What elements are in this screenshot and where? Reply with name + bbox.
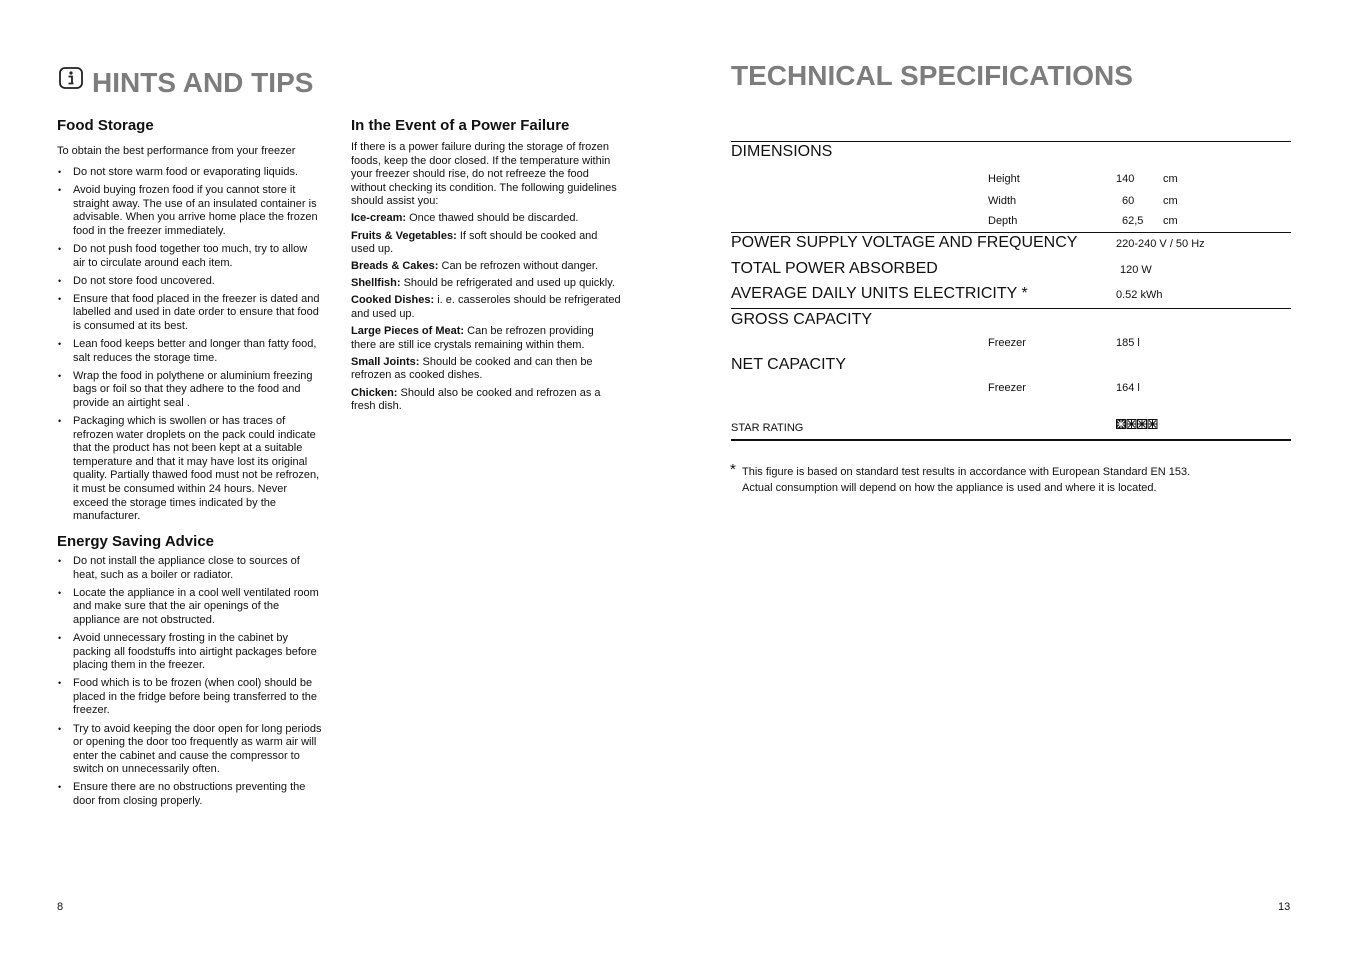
power-failure-entry xyxy=(351,387,621,414)
power-failure-entry xyxy=(351,212,621,226)
entry-label: Small Joints: xyxy=(351,355,420,368)
list-item: • Avoid buying frozen food if you cannot store it straight away. The use of an insulated container is advisable. When you arrive home place the frozen food in the freezer immediately. xyxy=(57,184,322,238)
list-item: • Wrap the food in polythene or aluminium freezing bags or foil so that they adhere to the food and provide an airtight seal . xyxy=(57,370,322,411)
entry-text: Can be refrozen providing there are still ice crystals remaining within them. xyxy=(351,325,594,351)
power-failure-intro: If there is a power failure during the storage of frozen foods, keep the door closed. If the temperature within your freezer should rise, do not refreeze the food without checking its condition. The following guidelines should assist you: xyxy=(351,141,617,208)
net-capacity-label: NET CAPACITY xyxy=(731,356,846,373)
gross-freezer-label: Freezer xyxy=(988,337,1026,349)
list-item: • Avoid unnecessary frosting in the cabinet by packing all foodstuffs into airtight packages before placing them in the freezer. xyxy=(57,632,322,673)
entry-label: Ice-cream: xyxy=(351,212,407,225)
height-label: Height xyxy=(988,173,1020,185)
entry-label: Cooked Dishes: xyxy=(351,294,435,307)
height-value: 140 xyxy=(1116,173,1135,185)
entry-text: Once thawed should be discarded. xyxy=(406,212,579,225)
depth-label: Depth xyxy=(988,215,1018,227)
power-label: TOTAL POWER ABSORBED xyxy=(731,260,938,277)
voltage-label: POWER SUPPLY VOLTAGE AND FREQUENCY xyxy=(731,234,1078,251)
power-failure-heading: In the Event of a Power Failure xyxy=(351,117,570,134)
depth-value: 62,5 xyxy=(1122,215,1144,227)
divider xyxy=(731,308,1291,309)
net-freezer-label: Freezer xyxy=(988,382,1026,394)
entry-label: Shellfish: xyxy=(351,277,401,290)
list-item: • Food which is to be frozen (when cool) should be placed in the fridge before being transferred to the freezer. xyxy=(57,677,322,718)
footnote-mark: * xyxy=(730,461,736,478)
star-mark xyxy=(1148,420,1157,429)
entry-text: Should be refrigerated and used up quickly. xyxy=(400,277,615,290)
entry-text: Can be refrozen without danger. xyxy=(438,260,599,273)
electricity-value: 0.52 kWh xyxy=(1116,289,1163,301)
list-item: • Lean food keeps better and longer than fatty food, salt reduces the storage time. xyxy=(57,338,322,365)
divider xyxy=(731,141,1291,142)
net-capacity-value: 164 l xyxy=(1116,382,1140,394)
power-value: 120 W xyxy=(1120,264,1152,276)
page-number-left: 8 xyxy=(57,901,64,913)
list-item: • Ensure that food placed in the freezer is dated and labelled and used in date order to ensure that food is consumed at its best. xyxy=(57,293,322,334)
power-failure-entry xyxy=(351,294,621,321)
list-item: • Do not store warm food or evaporating liquids. xyxy=(57,166,322,180)
star-mark xyxy=(1117,420,1126,429)
star-rating-icon xyxy=(1116,419,1160,430)
entry-label: Large Pieces of Meat: xyxy=(351,325,465,338)
power-failure-entry xyxy=(351,277,621,291)
width-label: Width xyxy=(988,195,1017,207)
star-mark xyxy=(1138,420,1147,429)
list-item: • Do not install the appliance close to sources of heat, such as a boiler or radiator. xyxy=(57,555,322,582)
height-unit: cm xyxy=(1163,173,1178,185)
list-item: • Do not store food uncovered. xyxy=(57,275,322,289)
energy-heading: Energy Saving Advice xyxy=(57,533,215,550)
info-icon xyxy=(59,67,83,89)
entry-label: Fruits & Vegetables: xyxy=(351,229,457,242)
food-storage-list xyxy=(57,166,322,528)
voltage-value: 220-240 V / 50 Hz xyxy=(1116,238,1205,250)
entry-label: Breads & Cakes: xyxy=(351,260,439,273)
footnote-line1: This figure is based on standard test results in accordance with European Standard EN 153. xyxy=(742,466,1191,478)
divider xyxy=(731,232,1291,233)
food-storage-heading: Food Storage xyxy=(57,117,154,134)
power-failure-entry xyxy=(351,230,621,257)
power-failure-block xyxy=(351,141,621,417)
list-item: • Ensure there are no obstructions preventing the door from closing properly. xyxy=(57,781,322,808)
entry-label: Chicken: xyxy=(351,386,398,399)
energy-list xyxy=(57,555,322,813)
star-mark xyxy=(1127,420,1136,429)
star-rating-label: STAR RATING xyxy=(731,422,804,434)
gross-capacity-value: 185 l xyxy=(1116,337,1140,349)
power-failure-entry xyxy=(351,325,621,352)
width-unit: cm xyxy=(1163,195,1178,207)
gross-capacity-label: GROSS CAPACITY xyxy=(731,311,873,328)
hints-title: HINTS AND TIPS xyxy=(92,67,314,98)
entry-text: i. e. casseroles should be refrigerated and used up. xyxy=(351,294,621,321)
footnote-line2: Actual consumption will depend on how the appliance is used and where it is located. xyxy=(742,482,1157,494)
power-failure-entry xyxy=(351,260,621,274)
electricity-label: AVERAGE DAILY UNITS ELECTRICITY * xyxy=(731,285,1028,302)
power-failure-entry xyxy=(351,356,621,383)
list-item: • Do not push food together too much, try to allow air to circulate around each item. xyxy=(57,243,322,270)
list-item: • Locate the appliance in a cool well ventilated room and make sure that the air openings of the appliance are not obstructed. xyxy=(57,587,322,628)
dimensions-label: DIMENSIONS xyxy=(731,143,833,160)
tech-specs-title: TECHNICAL SPECIFICATIONS xyxy=(731,60,1133,91)
entry-text: If soft should be cooked and used up. xyxy=(351,229,598,256)
food-storage-intro: To obtain the best performance from your freezer xyxy=(57,145,296,157)
list-item: • Try to avoid keeping the door open for long periods or opening the door too frequently as warm air will enter the cabinet and cause the compressor to switch on unnecessarily often. xyxy=(57,723,322,777)
entry-text: Should also be cooked and refrozen as a fresh dish. xyxy=(351,386,601,413)
width-value: 60 xyxy=(1122,195,1135,207)
entry-text: Should be cooked and can then be refrozen as cooked dishes. xyxy=(351,355,593,382)
divider xyxy=(731,439,1291,441)
page-number-right: 13 xyxy=(1278,901,1291,913)
list-item: • Packaging which is swollen or has traces of refrozen water droplets on the pack could indicate that the product has not been kept at a suitable temperature and that it may have lost its original quality. Partially thawed food must not be refrozen, it must be consumed within 24 hours. Never exceed the storage times indicated by the manufacturer. xyxy=(57,415,322,524)
depth-unit: cm xyxy=(1163,215,1178,227)
